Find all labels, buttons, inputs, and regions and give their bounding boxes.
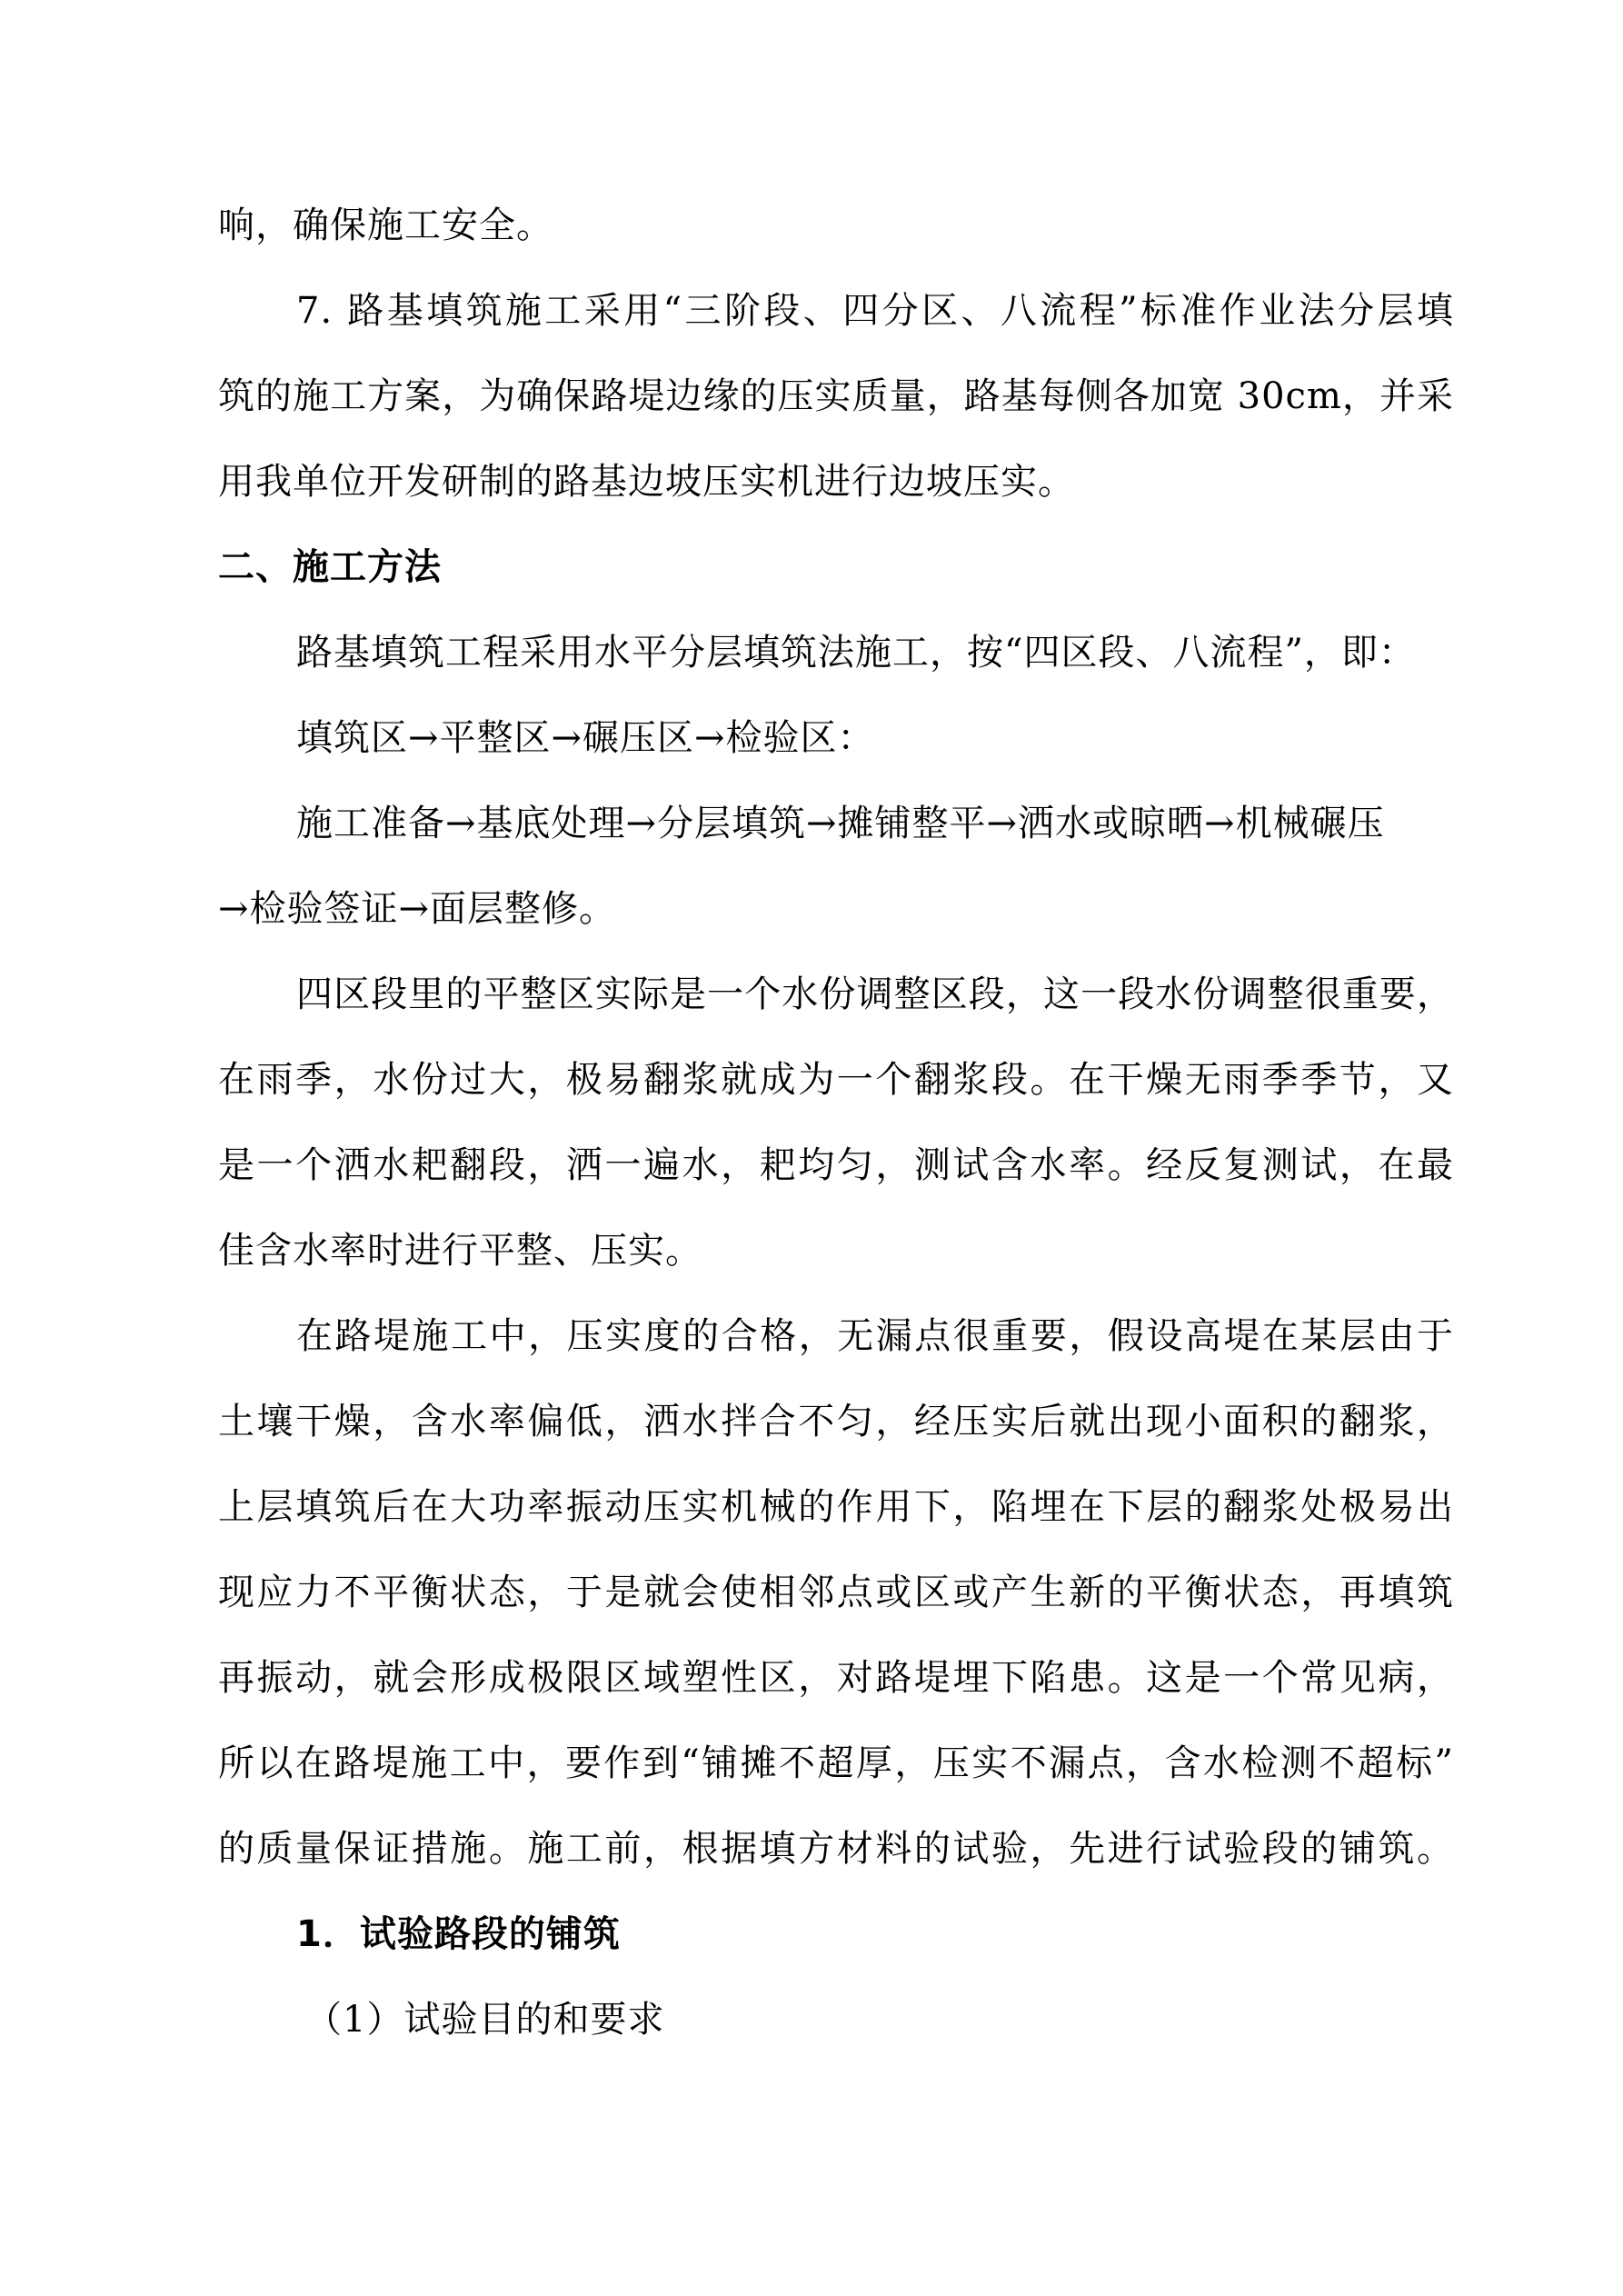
paragraph-line: 的质量保证措施。施工前，根据填方材料的试验，先进行试验段的铺筑。 bbox=[218, 1828, 1454, 1870]
subsection-item: （1）试验目的和要求 bbox=[305, 1999, 665, 2041]
paragraph-line: 所以在路堤施工中，要作到“铺摊不超厚，压实不漏点，含水检测不超标” bbox=[218, 1742, 1454, 1784]
paragraph-line: 佳含水率时进行平整、压实。 bbox=[218, 1230, 702, 1272]
paragraph-line: 在路堤施工中，压实度的合格，无漏点很重要，假设高堤在某层由于 bbox=[296, 1315, 1454, 1357]
subsection-heading: 1．试验路段的铺筑 bbox=[296, 1913, 621, 1955]
paragraph-line: 四区段里的平整区实际是一个水份调整区段，这一段水份调整很重要， bbox=[296, 973, 1454, 1015]
paragraph-line: 再振动，就会形成极限区域塑性区，对路堤埋下陷患。这是一个常见病， bbox=[218, 1657, 1454, 1699]
paragraph-line: 响，确保施工安全。 bbox=[218, 205, 553, 246]
paragraph-line: 7. 路基填筑施工采用“三阶段、四分区、八流程”标准作业法分层填 bbox=[296, 290, 1454, 332]
paragraph-line: 筑的施工方案，为确保路堤边缘的压实质量，路基每侧各加宽 30cm，并采 bbox=[218, 375, 1454, 417]
paragraph-line: 上层填筑后在大功率振动压实机械的作用下，陷埋在下层的翻浆处极易出 bbox=[218, 1486, 1454, 1528]
paragraph-line: 是一个洒水耙翻段，洒一遍水，耙均匀，测试含水率。经反复测试，在最 bbox=[218, 1144, 1454, 1186]
paragraph-line: 现应力不平衡状态，于是就会使相邻点或区或产生新的平衡状态，再填筑 bbox=[218, 1572, 1454, 1613]
paragraph-line: 填筑区→平整区→碾压区→检验区： bbox=[296, 717, 875, 759]
paragraph-line: 施工准备→基底处理→分层填筑→摊铺整平→洒水或晾晒→机械碾压 bbox=[296, 803, 1385, 844]
section-heading: 二、施工方法 bbox=[218, 546, 442, 588]
paragraph-line: 用我单位开发研制的路基边坡压实机进行边坡压实。 bbox=[218, 461, 1075, 503]
paragraph-line: 土壤干燥，含水率偏低，洒水拌合不匀，经压实后就出现小面积的翻浆， bbox=[218, 1401, 1454, 1442]
paragraph-line: 路基填筑工程采用水平分层填筑法施工，按“四区段、八流程”，即： bbox=[296, 632, 1416, 674]
paragraph-line: 在雨季，水份过大，极易翻浆就成为一个翻浆段。在干燥无雨季季节，又 bbox=[218, 1059, 1454, 1101]
paragraph-line: →检验签证→面层整修。 bbox=[218, 888, 617, 930]
